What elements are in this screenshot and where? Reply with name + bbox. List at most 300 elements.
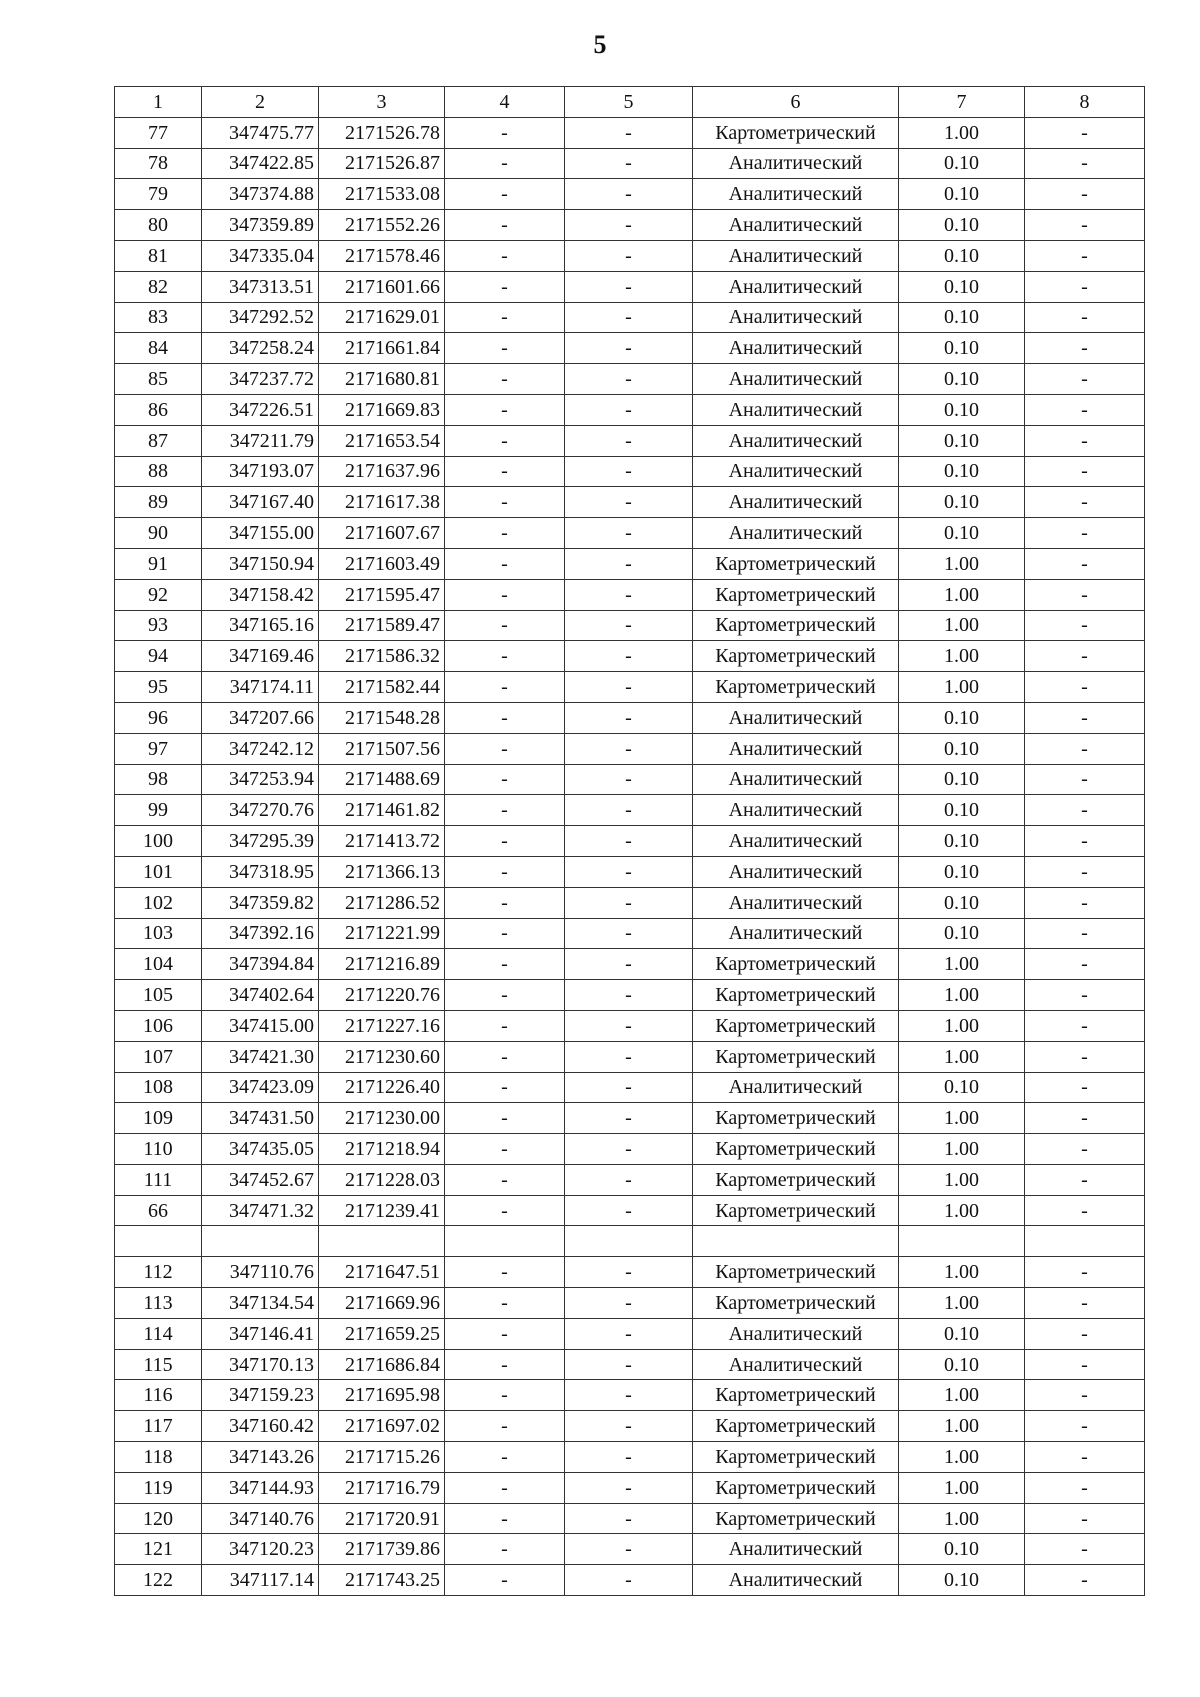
cell-col-5: - [565,518,693,549]
cell-col-5: - [565,487,693,518]
table-row [115,148,1145,179]
cell-method: Аналитический [693,487,899,518]
cell-col-5: - [565,1257,693,1288]
cell-col-8: - [1025,1134,1145,1165]
cell-col-4: - [445,210,565,241]
cell-point-number: 78 [115,148,202,179]
cell-y-coordinate: 2171680.81 [319,364,445,395]
cell-point-number: 66 [115,1195,202,1226]
cell-y-coordinate: 2171637.96 [319,456,445,487]
cell-method: Аналитический [693,826,899,857]
header-cell-y-coordinate: 3 [319,87,445,118]
cell-col-4 [445,1226,565,1257]
cell-col-5: - [565,333,693,364]
cell-method: Картометрический [693,117,899,148]
table-row [115,1072,1145,1103]
cell-col-8: - [1025,364,1145,395]
cell-method: Картометрический [693,949,899,980]
cell-x-coordinate: 347402.64 [202,980,319,1011]
cell-point-number: 80 [115,210,202,241]
cell-x-coordinate: 347422.85 [202,148,319,179]
cell-col-4: - [445,1534,565,1565]
cell-col-8: - [1025,1288,1145,1319]
cell-method: Аналитический [693,1565,899,1596]
cell-col-8: - [1025,333,1145,364]
cell-point-number: 97 [115,733,202,764]
cell-col-4: - [445,1195,565,1226]
table-row [115,179,1145,210]
cell-col-5: - [565,826,693,857]
cell-accuracy: 1.00 [899,579,1025,610]
cell-x-coordinate: 347169.46 [202,641,319,672]
cell-x-coordinate: 347431.50 [202,1103,319,1134]
cell-point-number: 112 [115,1257,202,1288]
cell-accuracy: 1.00 [899,1288,1025,1319]
cell-method: Картометрический [693,672,899,703]
cell-col-5: - [565,641,693,672]
cell-col-4: - [445,518,565,549]
cell-method [693,1226,899,1257]
cell-y-coordinate: 2171239.41 [319,1195,445,1226]
cell-col-8: - [1025,117,1145,148]
cell-y-coordinate: 2171629.01 [319,302,445,333]
cell-col-4: - [445,394,565,425]
cell-col-5: - [565,949,693,980]
cell-col-5: - [565,1010,693,1041]
cell-method: Картометрический [693,579,899,610]
cell-method: Картометрический [693,1442,899,1473]
cell-x-coordinate: 347158.42 [202,579,319,610]
cell-col-4: - [445,1164,565,1195]
cell-y-coordinate: 2171720.91 [319,1503,445,1534]
cell-y-coordinate: 2171507.56 [319,733,445,764]
cell-col-5: - [565,1072,693,1103]
cell-x-coordinate: 347207.66 [202,702,319,733]
cell-accuracy: 1.00 [899,641,1025,672]
cell-col-4: - [445,1411,565,1442]
cell-point-number: 108 [115,1072,202,1103]
cell-accuracy [899,1226,1025,1257]
cell-method: Аналитический [693,364,899,395]
cell-col-8: - [1025,1103,1145,1134]
cell-col-5: - [565,456,693,487]
cell-col-4: - [445,1288,565,1319]
cell-y-coordinate: 2171695.98 [319,1380,445,1411]
cell-point-number: 94 [115,641,202,672]
cell-point-number: 88 [115,456,202,487]
cell-col-5: - [565,1318,693,1349]
cell-x-coordinate: 347174.11 [202,672,319,703]
cell-accuracy: 0.10 [899,302,1025,333]
cell-col-8: - [1025,610,1145,641]
cell-y-coordinate: 2171488.69 [319,764,445,795]
cell-point-number: 85 [115,364,202,395]
cell-col-8: - [1025,487,1145,518]
cell-point-number: 99 [115,795,202,826]
cell-y-coordinate: 2171595.47 [319,579,445,610]
cell-col-5: - [565,1288,693,1319]
cell-method: Аналитический [693,148,899,179]
cell-method: Аналитический [693,702,899,733]
cell-accuracy: 0.10 [899,764,1025,795]
cell-x-coordinate: 347359.89 [202,210,319,241]
cell-accuracy: 1.00 [899,1257,1025,1288]
cell-col-8: - [1025,1072,1145,1103]
cell-col-4: - [445,240,565,271]
cell-point-number [115,1226,202,1257]
table-row [115,1041,1145,1072]
cell-col-4: - [445,1349,565,1380]
cell-col-4: - [445,179,565,210]
cell-y-coordinate: 2171661.84 [319,333,445,364]
cell-accuracy: 1.00 [899,672,1025,703]
cell-col-4: - [445,333,565,364]
cell-col-8: - [1025,733,1145,764]
cell-col-4: - [445,1010,565,1041]
cell-y-coordinate: 2171716.79 [319,1472,445,1503]
cell-col-4: - [445,795,565,826]
header-cell-point-number: 1 [115,87,202,118]
table-row [115,333,1145,364]
cell-y-coordinate: 2171228.03 [319,1164,445,1195]
cell-y-coordinate: 2171230.00 [319,1103,445,1134]
table-row [115,425,1145,456]
cell-col-4: - [445,1472,565,1503]
cell-col-8: - [1025,518,1145,549]
table-row [115,672,1145,703]
table-row [115,1134,1145,1165]
cell-y-coordinate: 2171413.72 [319,826,445,857]
cell-col-8: - [1025,1041,1145,1072]
cell-y-coordinate: 2171221.99 [319,918,445,949]
cell-accuracy: 0.10 [899,1318,1025,1349]
cell-point-number: 104 [115,949,202,980]
table-row [115,548,1145,579]
cell-col-8: - [1025,702,1145,733]
cell-y-coordinate: 2171230.60 [319,1041,445,1072]
cell-col-8: - [1025,1565,1145,1596]
cell-method: Картометрический [693,980,899,1011]
cell-method: Аналитический [693,302,899,333]
table-row [115,641,1145,672]
cell-accuracy: 1.00 [899,1380,1025,1411]
table-row [115,856,1145,887]
cell-x-coordinate: 347167.40 [202,487,319,518]
cell-y-coordinate: 2171647.51 [319,1257,445,1288]
cell-col-4: - [445,148,565,179]
cell-accuracy: 1.00 [899,1010,1025,1041]
cell-accuracy: 0.10 [899,456,1025,487]
header-row [115,87,1145,118]
cell-accuracy: 0.10 [899,240,1025,271]
cell-col-4: - [445,918,565,949]
cell-point-number: 87 [115,425,202,456]
cell-y-coordinate: 2171366.13 [319,856,445,887]
cell-col-8: - [1025,764,1145,795]
cell-x-coordinate: 347150.94 [202,548,319,579]
cell-accuracy: 0.10 [899,1565,1025,1596]
cell-col-5: - [565,1195,693,1226]
cell-col-4: - [445,1442,565,1473]
cell-col-8: - [1025,1195,1145,1226]
cell-accuracy: 1.00 [899,1472,1025,1503]
cell-col-4: - [445,364,565,395]
header-cell-accuracy: 7 [899,87,1025,118]
cell-y-coordinate: 2171227.16 [319,1010,445,1041]
cell-y-coordinate: 2171653.54 [319,425,445,456]
cell-point-number: 79 [115,179,202,210]
cell-col-8: - [1025,1380,1145,1411]
cell-accuracy: 0.10 [899,364,1025,395]
cell-y-coordinate: 2171669.96 [319,1288,445,1319]
cell-point-number: 81 [115,240,202,271]
table-row [115,1411,1145,1442]
cell-x-coordinate: 347242.12 [202,733,319,764]
cell-method: Картометрический [693,1288,899,1319]
cell-col-5 [565,1226,693,1257]
cell-accuracy: 1.00 [899,949,1025,980]
cell-col-4: - [445,702,565,733]
cell-col-4: - [445,733,565,764]
table-row [115,240,1145,271]
cell-accuracy: 1.00 [899,1411,1025,1442]
cell-x-coordinate: 347134.54 [202,1288,319,1319]
table-row [115,1318,1145,1349]
table-row [115,1226,1145,1257]
table-row [115,1349,1145,1380]
cell-y-coordinate: 2171548.28 [319,702,445,733]
cell-y-coordinate: 2171715.26 [319,1442,445,1473]
cell-accuracy: 0.10 [899,918,1025,949]
cell-method: Картометрический [693,1103,899,1134]
cell-col-5: - [565,1103,693,1134]
cell-col-5: - [565,240,693,271]
cell-col-5: - [565,702,693,733]
cell-col-8: - [1025,1411,1145,1442]
cell-col-4: - [445,487,565,518]
cell-point-number: 101 [115,856,202,887]
cell-col-5: - [565,610,693,641]
cell-col-5: - [565,579,693,610]
cell-accuracy: 1.00 [899,1195,1025,1226]
cell-col-5: - [565,1503,693,1534]
cell-x-coordinate: 347144.93 [202,1472,319,1503]
table-row [115,364,1145,395]
cell-y-coordinate: 2171669.83 [319,394,445,425]
cell-col-8: - [1025,1472,1145,1503]
cell-col-5: - [565,1411,693,1442]
cell-x-coordinate: 347435.05 [202,1134,319,1165]
header-cell-col-8: 8 [1025,87,1145,118]
cell-col-5: - [565,1134,693,1165]
cell-col-5: - [565,117,693,148]
cell-method: Аналитический [693,1318,899,1349]
cell-accuracy: 0.10 [899,702,1025,733]
cell-col-8: - [1025,1503,1145,1534]
cell-point-number: 110 [115,1134,202,1165]
table-row [115,887,1145,918]
cell-point-number: 103 [115,918,202,949]
table-row [115,1503,1145,1534]
cell-method: Картометрический [693,1411,899,1442]
table-row [115,1472,1145,1503]
cell-point-number: 116 [115,1380,202,1411]
cell-method: Аналитический [693,333,899,364]
cell-col-5: - [565,980,693,1011]
cell-col-8 [1025,1226,1145,1257]
cell-col-4: - [445,1103,565,1134]
cell-method: Картометрический [693,610,899,641]
table-row [115,1010,1145,1041]
cell-col-4: - [445,579,565,610]
cell-col-4: - [445,425,565,456]
cell-col-5: - [565,364,693,395]
cell-accuracy: 0.10 [899,425,1025,456]
cell-x-coordinate: 347155.00 [202,518,319,549]
table-row [115,117,1145,148]
cell-point-number: 121 [115,1534,202,1565]
cell-point-number: 102 [115,887,202,918]
cell-accuracy: 0.10 [899,333,1025,364]
cell-method: Картометрический [693,1041,899,1072]
cell-method: Аналитический [693,764,899,795]
cell-col-8: - [1025,641,1145,672]
cell-col-5: - [565,856,693,887]
cell-accuracy: 0.10 [899,210,1025,241]
cell-col-8: - [1025,210,1145,241]
cell-point-number: 122 [115,1565,202,1596]
table-row [115,1380,1145,1411]
cell-y-coordinate: 2171461.82 [319,795,445,826]
cell-x-coordinate: 347211.79 [202,425,319,456]
cell-x-coordinate: 347313.51 [202,271,319,302]
cell-x-coordinate: 347117.14 [202,1565,319,1596]
cell-y-coordinate: 2171226.40 [319,1072,445,1103]
cell-y-coordinate: 2171686.84 [319,1349,445,1380]
table-row [115,764,1145,795]
cell-col-4: - [445,1041,565,1072]
cell-y-coordinate: 2171220.76 [319,980,445,1011]
cell-col-8: - [1025,579,1145,610]
cell-col-4: - [445,1134,565,1165]
cell-col-8: - [1025,887,1145,918]
cell-point-number: 86 [115,394,202,425]
cell-method: Картометрический [693,1257,899,1288]
cell-point-number: 119 [115,1472,202,1503]
cell-col-8: - [1025,1349,1145,1380]
cell-col-8: - [1025,918,1145,949]
header-cell-col-4: 4 [445,87,565,118]
table-row [115,1565,1145,1596]
cell-y-coordinate: 2171601.66 [319,271,445,302]
cell-accuracy: 1.00 [899,1103,1025,1134]
cell-x-coordinate: 347226.51 [202,394,319,425]
cell-col-5: - [565,1472,693,1503]
table-row [115,702,1145,733]
cell-col-8: - [1025,980,1145,1011]
table-row [115,949,1145,980]
cell-y-coordinate: 2171586.32 [319,641,445,672]
cell-col-4: - [445,610,565,641]
cell-x-coordinate: 347270.76 [202,795,319,826]
cell-accuracy: 0.10 [899,487,1025,518]
cell-point-number: 109 [115,1103,202,1134]
cell-method: Аналитический [693,856,899,887]
cell-y-coordinate: 2171739.86 [319,1534,445,1565]
cell-x-coordinate: 347110.76 [202,1257,319,1288]
cell-col-8: - [1025,394,1145,425]
cell-method: Аналитический [693,394,899,425]
cell-accuracy: 1.00 [899,548,1025,579]
cell-y-coordinate: 2171603.49 [319,548,445,579]
cell-accuracy: 1.00 [899,1164,1025,1195]
cell-accuracy: 0.10 [899,1534,1025,1565]
cell-x-coordinate: 347292.52 [202,302,319,333]
cell-accuracy: 1.00 [899,1041,1025,1072]
cell-y-coordinate: 2171743.25 [319,1565,445,1596]
cell-col-5: - [565,1442,693,1473]
table-body [115,87,1145,1596]
header-cell-col-5: 5 [565,87,693,118]
cell-col-8: - [1025,949,1145,980]
cell-method: Аналитический [693,210,899,241]
cell-method: Аналитический [693,179,899,210]
header-cell-method: 6 [693,87,899,118]
cell-col-5: - [565,1349,693,1380]
cell-x-coordinate: 347423.09 [202,1072,319,1103]
cell-y-coordinate: 2171578.46 [319,240,445,271]
cell-method: Аналитический [693,518,899,549]
cell-col-8: - [1025,1318,1145,1349]
cell-method: Картометрический [693,1134,899,1165]
cell-col-5: - [565,795,693,826]
cell-accuracy: 0.10 [899,856,1025,887]
table-row [115,1195,1145,1226]
cell-method: Картометрический [693,641,899,672]
table-row [115,210,1145,241]
cell-x-coordinate: 347159.23 [202,1380,319,1411]
cell-point-number: 91 [115,548,202,579]
cell-method: Картометрический [693,1164,899,1195]
cell-x-coordinate: 347471.32 [202,1195,319,1226]
cell-col-4: - [445,1072,565,1103]
cell-col-5: - [565,887,693,918]
cell-x-coordinate [202,1226,319,1257]
table-row [115,980,1145,1011]
cell-y-coordinate: 2171218.94 [319,1134,445,1165]
cell-method: Аналитический [693,1534,899,1565]
cell-col-4: - [445,887,565,918]
cell-y-coordinate [319,1226,445,1257]
cell-y-coordinate: 2171526.87 [319,148,445,179]
cell-y-coordinate: 2171216.89 [319,949,445,980]
cell-method: Картометрический [693,548,899,579]
cell-point-number: 111 [115,1164,202,1195]
cell-y-coordinate: 2171526.78 [319,117,445,148]
cell-accuracy: 0.10 [899,271,1025,302]
cell-col-5: - [565,1380,693,1411]
cell-x-coordinate: 347475.77 [202,117,319,148]
cell-point-number: 96 [115,702,202,733]
cell-col-8: - [1025,271,1145,302]
cell-col-4: - [445,548,565,579]
cell-x-coordinate: 347295.39 [202,826,319,857]
cell-method: Картометрический [693,1195,899,1226]
cell-col-5: - [565,1164,693,1195]
cell-x-coordinate: 347237.72 [202,364,319,395]
cell-method: Аналитический [693,271,899,302]
cell-col-5: - [565,1041,693,1072]
